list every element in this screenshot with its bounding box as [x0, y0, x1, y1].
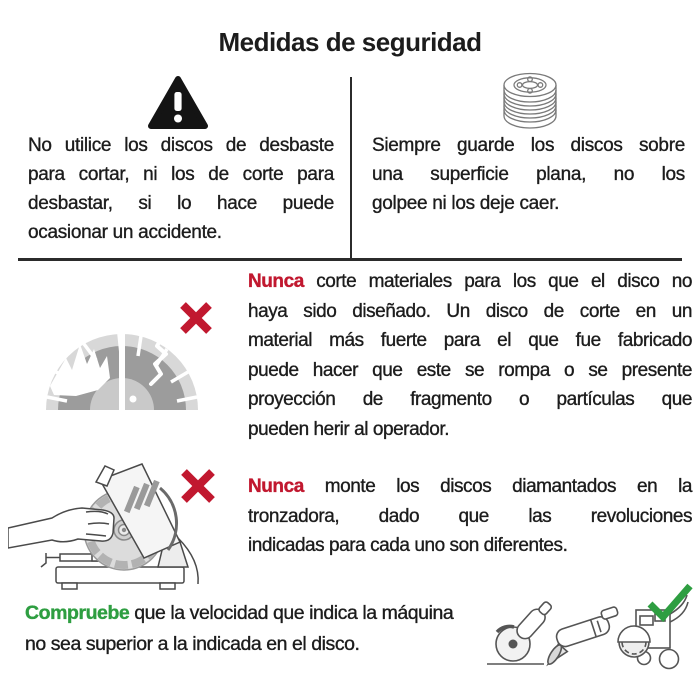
keyword-compruebe: Compruebe — [25, 602, 130, 624]
rule-grinding-discs-text — [28, 131, 334, 247]
red-x-icon — [184, 472, 212, 500]
text-line: tronzadora, dado que las revoluciones — [248, 505, 692, 527]
section-divider — [18, 258, 682, 261]
text-line: corte materiales para los que el disco no — [303, 271, 692, 292]
red-x-icon — [183, 305, 209, 331]
text-line: No utilice los discos de desbaste — [28, 135, 334, 156]
rule-store-discs-text — [372, 131, 685, 218]
text-line: ocasionar un accidente. — [28, 222, 222, 243]
text-line: Siempre guarde los discos sobre — [372, 135, 685, 156]
text-line — [248, 267, 692, 297]
text-line: puede hacer que este se rompa o se presente — [248, 359, 692, 381]
warning-triangle-icon — [147, 75, 209, 130]
text-line: desbastar, si lo hace puede — [28, 193, 334, 214]
text-line: una superficie plana, no los — [372, 164, 685, 185]
text-line: golpee ni los deje caer. — [372, 193, 560, 214]
text-line: monte los discos diamantados en la — [303, 476, 692, 497]
text-line: proyección de fragmento o partículas que — [248, 389, 692, 410]
column-divider — [350, 77, 352, 259]
broken-disc-illustration — [36, 298, 218, 412]
tools-illustration — [484, 582, 696, 682]
warning-wrong-material-text — [248, 267, 692, 444]
text-line: que la velocidad que indica la máquina — [129, 602, 454, 624]
text-line: no sea superior a la indicada en el disco. — [25, 633, 360, 655]
chop-saw-illustration — [8, 450, 220, 598]
warning-diamond-disc-text — [248, 472, 692, 561]
text-line: pueden herir al operador. — [248, 418, 450, 440]
keyword-nunca: Nunca — [248, 476, 304, 497]
text-line: indicadas para cada uno son diferentes. — [248, 535, 568, 556]
text-line: haya sido diseñado. Un disco de corte en un — [248, 300, 692, 322]
page-title: Medidas de seguridad — [218, 27, 482, 57]
angle-grinder-icon — [487, 599, 555, 664]
keyword-nunca: Nunca — [248, 271, 304, 292]
check-speed-text — [25, 598, 495, 660]
text-line — [25, 598, 495, 629]
angle-grinder-side-icon — [536, 606, 627, 667]
text-line — [248, 472, 692, 502]
text-line: para cortar, ni los de corte para — [28, 164, 334, 185]
text-line: material más fuerte para el que fue fabricado — [248, 330, 692, 351]
disc-stack-icon — [499, 68, 561, 134]
